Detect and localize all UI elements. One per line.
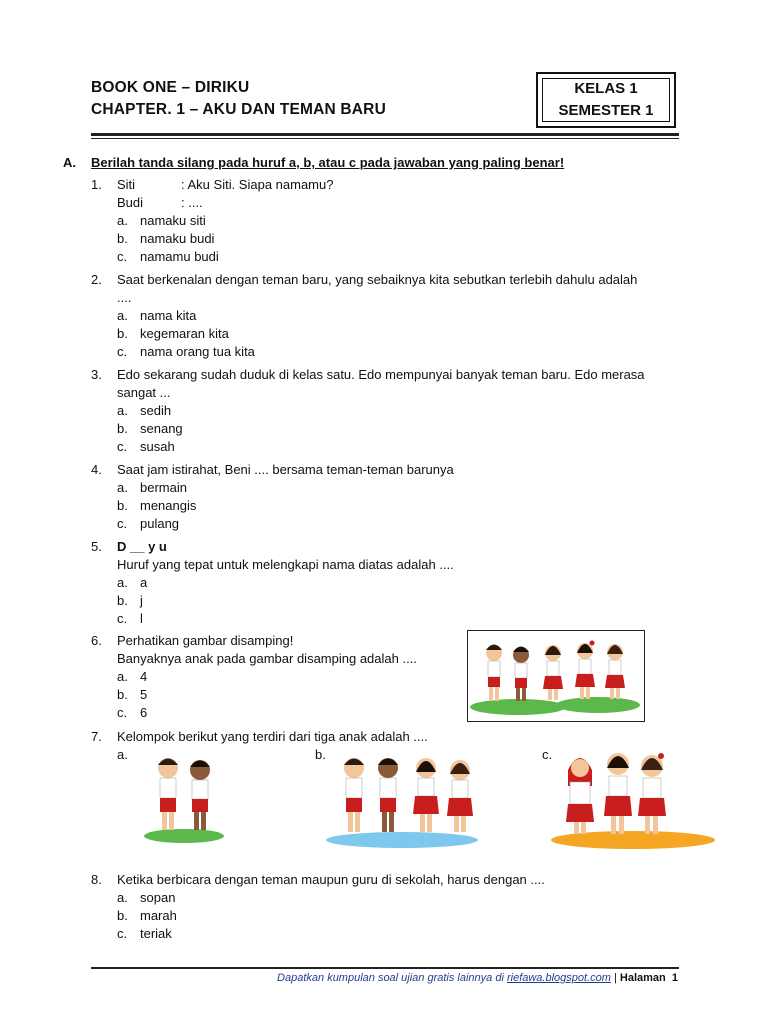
option-text: senang [140,421,183,436]
option-label: a. [117,669,128,684]
option-label: a. [117,308,128,323]
option-label: a. [117,575,128,590]
option-text: j [140,593,143,608]
question-text: Perhatikan gambar disamping! [117,633,294,648]
footer-separator: | [610,972,620,984]
question-text: sangat ... [117,385,171,400]
child-figure [566,758,594,834]
semester-label: SEMESTER 1 [558,102,654,119]
question-number: 8. [91,872,102,887]
question-number: 4. [91,462,102,477]
child-figure [378,758,398,832]
child-figure [575,641,595,700]
option-label: b. [117,231,128,246]
option-text: sedih [140,403,172,418]
option-label: c. [542,747,553,762]
option-label: c. [117,705,128,720]
option-b-four-children-illustration [322,748,482,852]
question-number: 7. [91,729,102,744]
question-number: 6. [91,633,102,648]
section-label: A. [63,155,76,170]
question-text: Saat jam istirahat, Beni .... bersama teman-teman barunya [117,462,454,477]
option-label: c. [117,611,128,626]
option-label: c. [117,516,128,531]
option-text: l [140,611,143,626]
children-group-illustration [468,631,643,720]
option-label: c. [117,249,128,264]
child-figure [513,647,529,702]
option-a-two-boys-illustration [140,750,228,846]
option-text: namaku siti [140,213,206,228]
option-text: bermain [140,480,187,495]
footer-promo-text: Dapatkan kumpulan soal ujian gratis lainnya di [277,972,507,984]
option-label: a. [117,890,128,905]
page-footer [277,972,678,984]
option-label: c. [117,344,128,359]
book-title: BOOK ONE – DIRIKU [91,79,250,96]
child-figure [543,645,563,700]
class-label: KELAS 1 [574,80,638,97]
child-figure [486,645,502,702]
child-figure [604,753,632,834]
dialog-speaker: Siti [117,177,136,192]
option-label: b. [117,326,128,341]
header-divider [91,133,679,136]
option-label: a. [117,403,128,418]
question-text: Saat berkenalan dengan teman baru, yang sebaiknya kita sebutkan terlebih dahulu adalah [117,272,638,287]
question-text: Kelompok berikut yang terdiri dari tiga anak adalah .... [117,729,428,744]
option-text: a [140,575,148,590]
option-text: namamu budi [140,249,219,264]
question-text: Huruf yang tepat untuk melengkapi nama diatas adalah .... [117,557,454,572]
option-text: 6 [140,705,148,720]
children-picture-frame [467,630,645,722]
option-label: c. [117,926,128,941]
question-text: Edo sekarang sudah duduk di kelas satu. Edo mempunyai banyak teman baru. Edo merasa [117,367,645,382]
option-text: kegemaran kita [140,326,229,341]
question-text: Banyaknya anak pada gambar disamping adalah .... [117,651,417,666]
child-figure [158,758,178,830]
option-label: c. [117,439,128,454]
header-divider-thin [91,138,679,139]
puzzle-word: D __ y u [117,539,167,554]
child-figure [344,758,364,832]
question-number: 5. [91,539,102,554]
dialog-line: : Aku Siti. Siapa namamu? [181,177,334,192]
option-label: b. [117,687,128,702]
option-label: b. [117,498,128,513]
option-text: nama kita [140,308,197,323]
option-label: b. [315,747,326,762]
option-text: susah [140,439,175,454]
option-label: a. [117,747,128,762]
footer-divider [91,967,679,969]
option-text: sopan [140,890,176,905]
option-label: a. [117,213,128,228]
option-c-three-girls-illustration [548,746,718,852]
footer-blog-link[interactable]: riefawa.blogspot.com [506,972,611,984]
question-text: .... [117,290,132,305]
chapter-title: CHAPTER. 1 – AKU DAN TEMAN BARU [91,101,386,118]
question-number: 1. [91,177,102,192]
option-label: b. [117,908,128,923]
option-label: a. [117,480,128,495]
option-text: nama orang tua kita [140,344,255,359]
child-figure [190,760,210,830]
dialog-speaker: Budi [117,195,144,210]
option-text: 4 [140,669,148,684]
child-figure [638,753,666,834]
child-figure [413,758,439,832]
question-number: 2. [91,272,102,287]
section-instruction: Berilah tanda silang pada huruf a, b, atau c pada jawaban yang paling benar! [91,155,565,170]
class-semester-box [536,72,676,128]
option-text: 5 [140,687,148,702]
option-text: pulang [140,516,180,531]
option-label: b. [117,421,128,436]
child-figure [447,760,473,832]
question-number: 3. [91,367,102,382]
option-text: menangis [140,498,197,513]
page-number: Halaman 1 [619,972,678,984]
option-label: b. [117,593,128,608]
option-text: namaku budi [140,231,215,246]
question-text: Ketika berbicara dengan teman maupun guru di sekolah, harus dengan .... [117,872,545,887]
child-figure [605,644,625,699]
option-text: marah [140,908,177,923]
dialog-line: : .... [181,195,203,210]
option-text: teriak [140,926,172,941]
